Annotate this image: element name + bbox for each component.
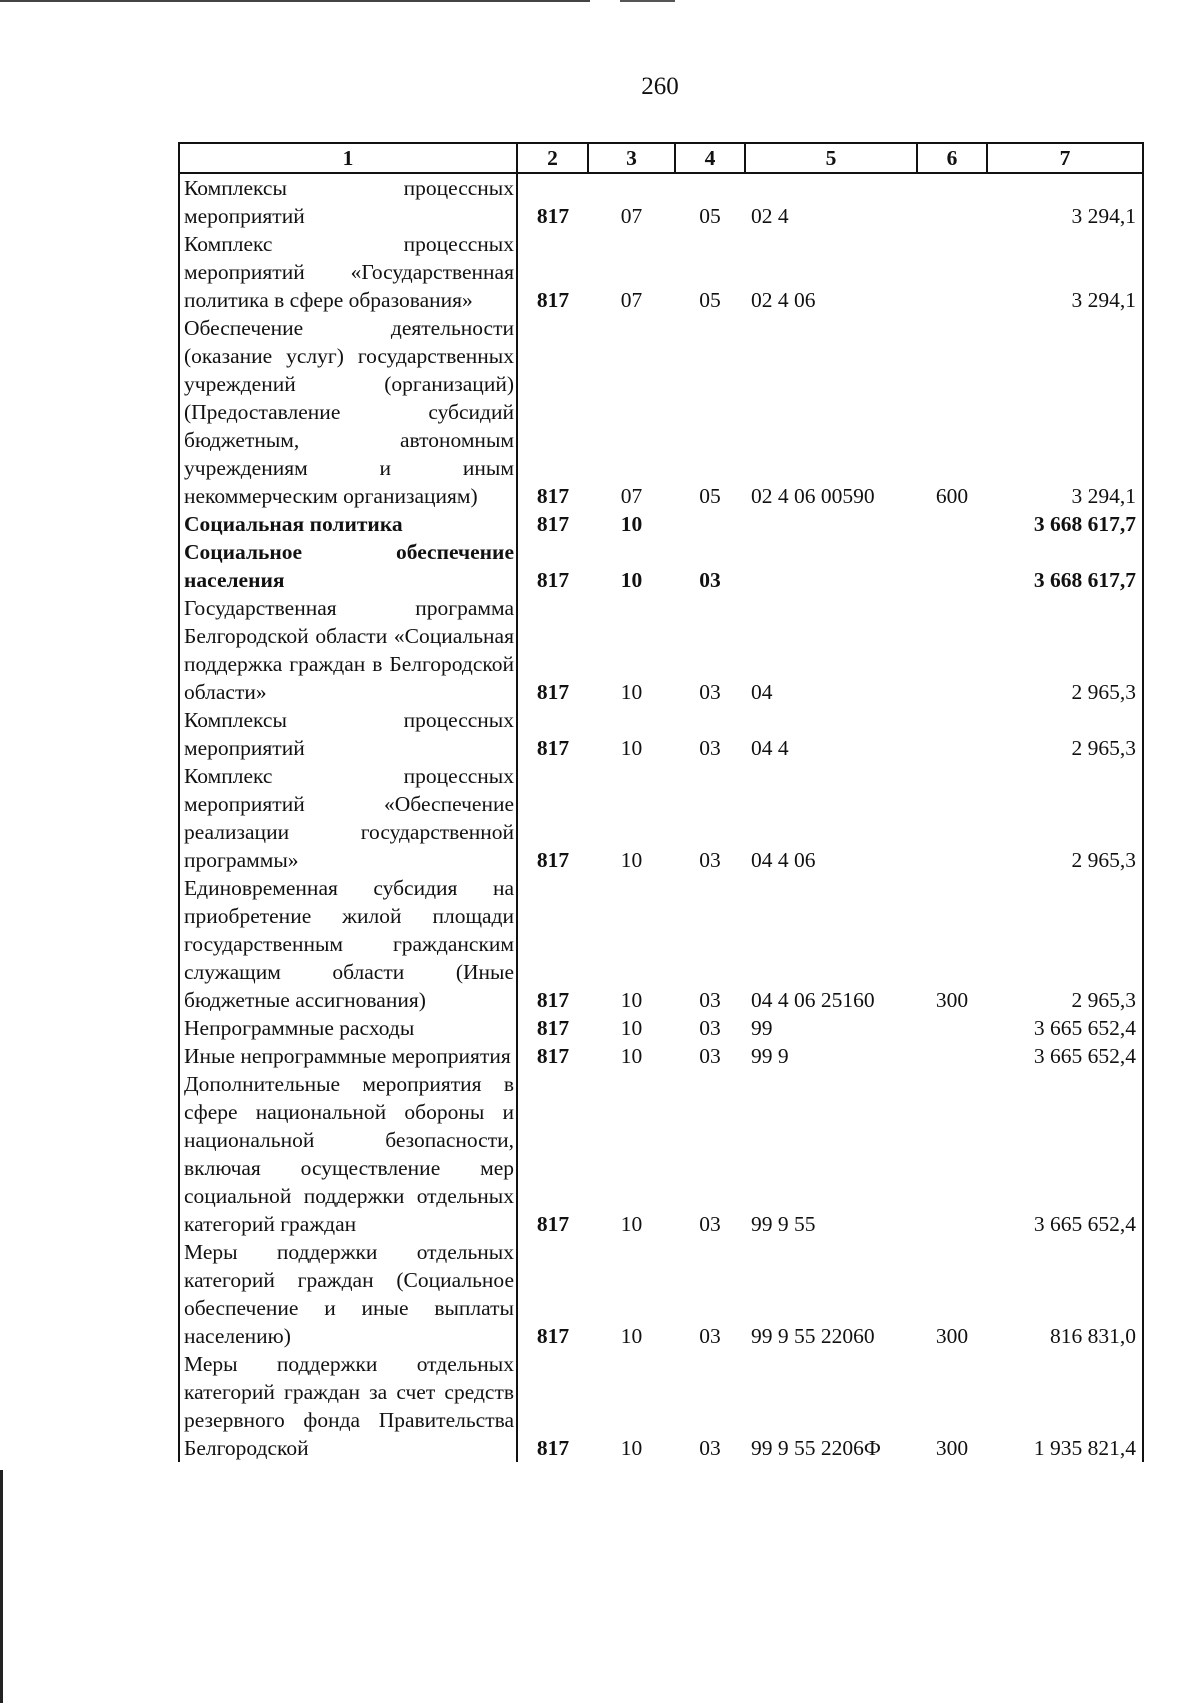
row-amount: 3 294,1 (987, 314, 1143, 510)
row-name: Непрограммные расходы (179, 1014, 517, 1042)
row-ministry-code: 817 (517, 1238, 588, 1350)
row-expense-type-code (917, 173, 987, 230)
row-amount: 3 665 652,4 (987, 1070, 1143, 1238)
table-header-row (179, 143, 1143, 173)
row-subsection-code: 03 (699, 1436, 721, 1460)
row-expense-type-code: 300 (935, 988, 969, 1012)
row-target-article-code: 99 9 55 22060 (751, 1324, 875, 1348)
row-ministry-code: 817 (517, 230, 588, 314)
row-subsection-code: 05 (699, 288, 721, 312)
table-row (179, 173, 1143, 230)
row-section-code: 10 (620, 1016, 643, 1040)
row-subsection-code: 05 (699, 204, 721, 228)
row-subsection-code: 03 (699, 1324, 721, 1348)
row-amount: 2 965,3 (987, 594, 1143, 706)
table-row (179, 314, 1143, 510)
row-name: Обеспечение деятельности (оказание услуг) государственных учреждений (организаций) (Предоставление субсидий бюджетным, автономным учреждениям и иным некоммерческим организациям) (179, 314, 517, 510)
row-target-article-code: 02 4 06 00590 (751, 484, 875, 508)
column-header-7: 7 (987, 143, 1143, 173)
row-expense-type-code (917, 510, 987, 538)
row-amount: 2 965,3 (987, 762, 1143, 874)
row-amount: 3 665 652,4 (987, 1042, 1143, 1070)
row-section-code: 10 (620, 1212, 643, 1236)
row-expense-type-code: 300 (935, 1324, 969, 1348)
row-ministry-code: 817 (517, 314, 588, 510)
row-subsection-code: 03 (699, 736, 721, 760)
table-row (179, 538, 1143, 594)
row-name: Иные непрограммные мероприятия (179, 1042, 517, 1070)
row-name: Единовременная субсидия на приобретение жилой площади государственным гражданским служащим области (Иные бюджетные ассигнования) (179, 874, 517, 1014)
row-ministry-code: 817 (517, 1070, 588, 1238)
row-subsection-code: 05 (699, 484, 721, 508)
row-section-code: 10 (620, 1324, 643, 1348)
row-section-code: 10 (620, 680, 643, 704)
table-row (179, 1350, 1143, 1462)
row-target-article-code (745, 538, 917, 594)
row-section-code: 10 (620, 736, 643, 760)
top-edge-rule-fragment (620, 0, 675, 2)
row-ministry-code: 817 (517, 1350, 588, 1462)
table-row (179, 1014, 1143, 1042)
row-name: Комплекс процессных мероприятий «Государственная политика в сфере образования» (179, 230, 517, 314)
row-expense-type-code (917, 1014, 987, 1042)
table-row (179, 230, 1143, 314)
table-body (179, 173, 1143, 1462)
row-expense-type-code: 300 (935, 1436, 969, 1460)
row-subsection-code: 03 (699, 680, 721, 704)
row-target-article-code: 02 4 06 (751, 288, 816, 312)
row-target-article-code: 04 4 06 (751, 848, 816, 872)
row-target-article-code: 99 9 (751, 1044, 789, 1068)
row-amount: 1 935 821,4 (987, 1350, 1143, 1462)
table-row (179, 1042, 1143, 1070)
row-expense-type-code (917, 1070, 987, 1238)
column-header-6: 6 (917, 143, 987, 173)
row-subsection-code: 03 (699, 1212, 721, 1236)
row-amount: 2 965,3 (987, 706, 1143, 762)
row-ministry-code: 817 (517, 706, 588, 762)
column-header-2: 2 (517, 143, 588, 173)
budget-table (178, 142, 1144, 1462)
row-expense-type-code (917, 230, 987, 314)
row-expense-type-code (917, 594, 987, 706)
row-ministry-code: 817 (517, 173, 588, 230)
table-row (179, 1070, 1143, 1238)
row-target-article-code: 99 (751, 1016, 773, 1040)
row-name: Комплексы процессных мероприятий (179, 173, 517, 230)
row-target-article-code: 04 (751, 680, 773, 704)
row-target-article-code: 04 4 (751, 736, 789, 760)
row-subsection-code: 03 (699, 1044, 721, 1068)
row-amount: 2 965,3 (987, 874, 1143, 1014)
row-expense-type-code (917, 538, 987, 594)
row-expense-type-code (917, 762, 987, 874)
row-target-article-code (745, 510, 917, 538)
left-margin-bar (0, 1470, 3, 1703)
row-section-code: 07 (620, 484, 643, 508)
row-subsection-code: 03 (699, 568, 721, 592)
column-header-1: 1 (179, 143, 517, 173)
row-subsection-code: 03 (699, 988, 721, 1012)
row-section-code: 10 (620, 568, 643, 592)
row-expense-type-code (917, 706, 987, 762)
row-ministry-code: 817 (517, 510, 588, 538)
row-name: Меры поддержки отдельных категорий граждан за счет средств резервного фонда Правительства Белгородской (179, 1350, 517, 1462)
row-section-code: 10 (620, 512, 643, 536)
column-header-5: 5 (745, 143, 917, 173)
table-row (179, 510, 1143, 538)
table-row (179, 706, 1143, 762)
table-row (179, 762, 1143, 874)
row-amount: 3 294,1 (987, 173, 1143, 230)
row-name: Государственная программа Белгородской области «Социальная поддержка граждан в Белгородской области» (179, 594, 517, 706)
row-section-code: 07 (620, 204, 643, 228)
row-amount: 3 665 652,4 (987, 1014, 1143, 1042)
row-section-code: 10 (620, 1044, 643, 1068)
row-name: Комплекс процессных мероприятий «Обеспечение реализации государственной программы» (179, 762, 517, 874)
row-ministry-code: 817 (517, 1014, 588, 1042)
row-name: Дополнительные мероприятия в сфере национальной обороны и национальной безопасности, включая осуществление мер социальной поддержки отдельных категорий граждан (179, 1070, 517, 1238)
column-header-3: 3 (588, 143, 675, 173)
row-ministry-code: 817 (517, 762, 588, 874)
row-target-article-code: 99 9 55 (751, 1212, 816, 1236)
row-ministry-code: 817 (517, 1042, 588, 1070)
row-name: Меры поддержки отдельных категорий граждан (Социальное обеспечение и иные выплаты населению) (179, 1238, 517, 1350)
row-amount: 3 668 617,7 (987, 510, 1143, 538)
top-edge-rule (0, 0, 590, 2)
table-row (179, 1238, 1143, 1350)
row-name: Социальная политика (179, 510, 517, 538)
row-section-code: 10 (620, 848, 643, 872)
table-row (179, 874, 1143, 1014)
row-amount: 3 668 617,7 (987, 538, 1143, 594)
row-target-article-code: 04 4 06 25160 (751, 988, 875, 1012)
row-section-code: 10 (620, 1436, 643, 1460)
row-subsection-code (675, 510, 745, 538)
table-row (179, 594, 1143, 706)
row-target-article-code: 02 4 (751, 204, 789, 228)
row-subsection-code: 03 (699, 848, 721, 872)
row-section-code: 07 (620, 288, 643, 312)
column-header-4: 4 (675, 143, 745, 173)
row-amount: 3 294,1 (987, 230, 1143, 314)
page-number: 260 (641, 73, 679, 100)
row-name: Комплексы процессных мероприятий (179, 706, 517, 762)
row-ministry-code: 817 (517, 874, 588, 1014)
row-target-article-code: 99 9 55 2206Ф (751, 1436, 881, 1460)
row-expense-type-code (917, 1042, 987, 1070)
row-name: Социальное обеспечение населения (179, 538, 517, 594)
row-ministry-code: 817 (517, 538, 588, 594)
row-section-code: 10 (620, 988, 643, 1012)
row-ministry-code: 817 (517, 594, 588, 706)
row-amount: 816 831,0 (987, 1238, 1143, 1350)
row-expense-type-code: 600 (935, 484, 969, 508)
row-subsection-code: 03 (699, 1016, 721, 1040)
